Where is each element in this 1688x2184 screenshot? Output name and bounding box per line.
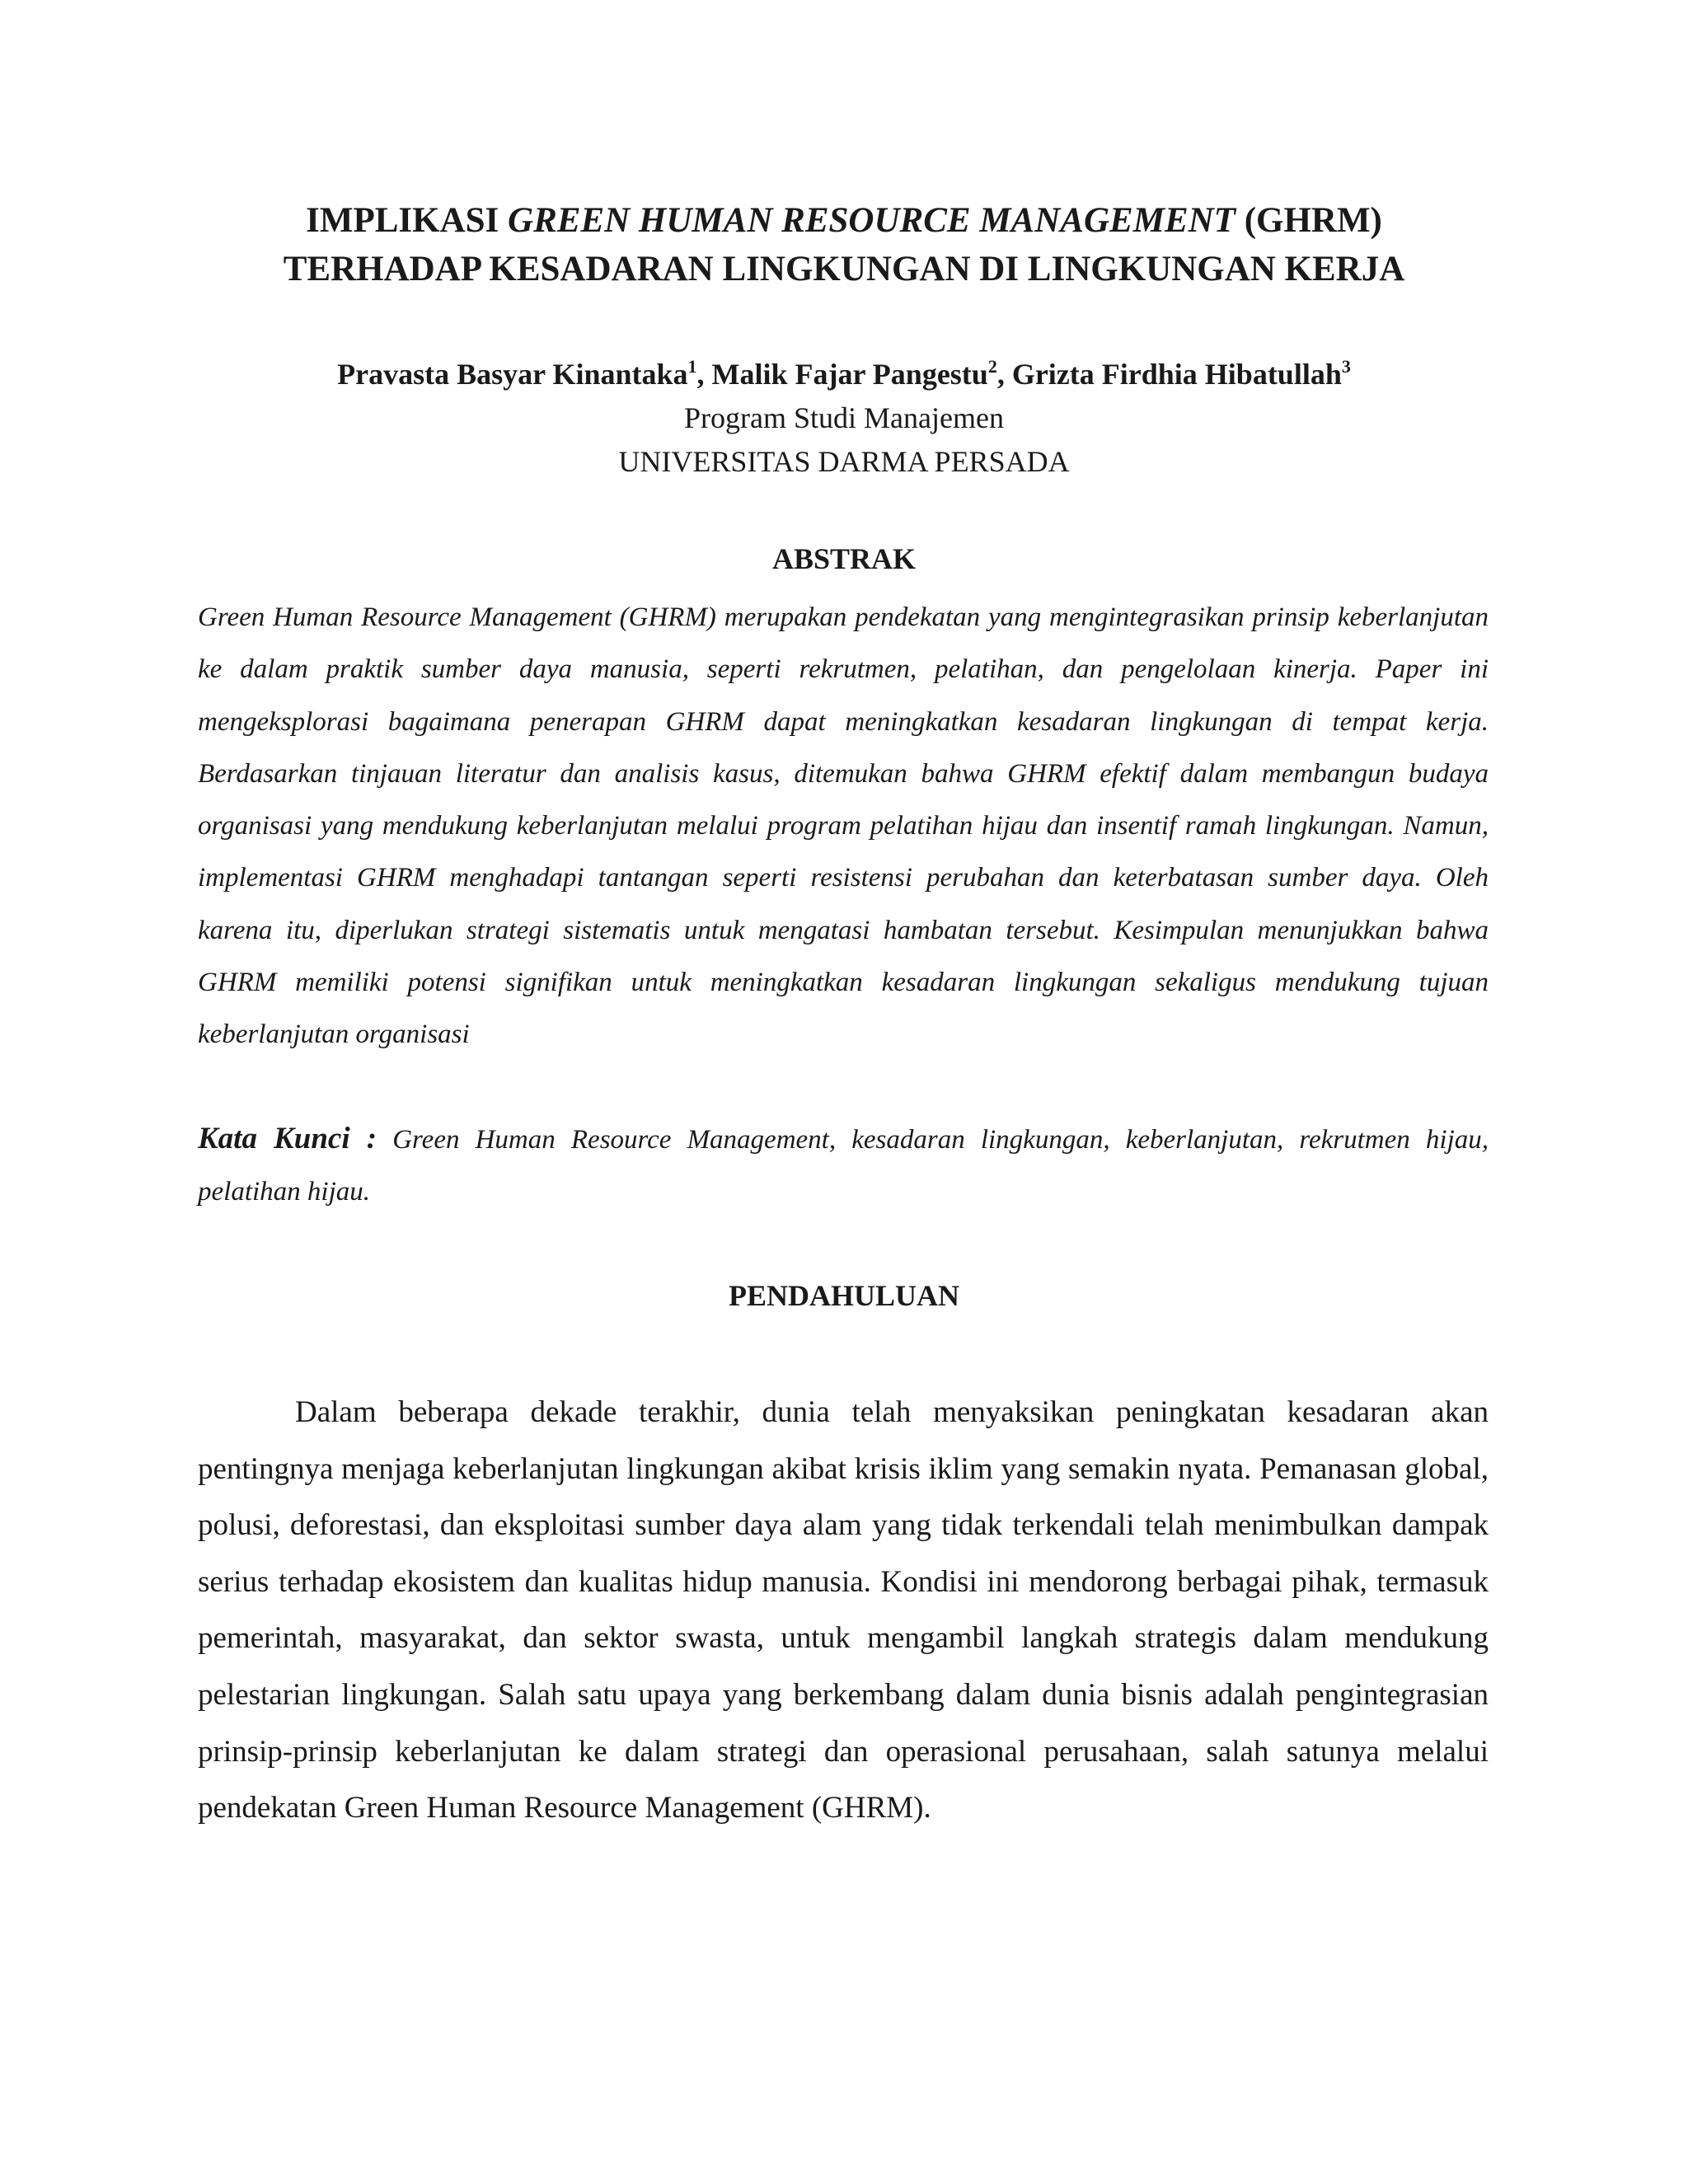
- keywords-label: Kata Kunci :: [198, 1122, 377, 1155]
- abstract-heading: ABSTRAK: [771, 542, 917, 575]
- author-affiliation-mark: 3: [1341, 356, 1351, 377]
- author-name: Malik Fajar Pangestu: [711, 358, 988, 391]
- author-separator: ,: [996, 358, 1012, 391]
- abstract-body: Green Human Resource Management (GHRM) merupakan pendekatan yang mengintegrasikan prinsip keberlanjutan ke dalam praktik sumber daya manusia, seperti rekrutmen, pelatihan, dan pengelolaan kinerja. Paper ini mengeksplorasi bagaimana penerapan GHRM dapat meningkatkan kesadaran lingkungan di tempat kerja. Berdasarkan tinjauan literatur dan analisis kasus, ditemukan bahwa GHRM efektif dalam membangun budaya organisasi yang mendukung keberlanjutan melalui program pelatihan hijau dan insentif ramah lingkungan. Namun, implementasi GHRM menghadapi tantangan seperti resistensi perubahan dan keterbatasan sumber daya. Oleh karena itu, diperlukan strategi sistematis untuk mengatasi hambatan tersebut. Kesimpulan menunjukkan bahwa GHRM memiliki potensi signifikan untuk meningkatkan kesadaran lingkungan sekaligus mendukung tujuan keberlanjutan organisasi: [198, 602, 1489, 1050]
- introduction-paragraph: Dalam beberapa dekade terakhir, dunia telah menyaksikan peningkatan kesadaran akan pentingnya menjaga keberlanjutan lingkungan akibat krisis iklim yang semakin nyata. Pemanasan global, polusi, deforestasi, dan eksploitasi sumber daya alam yang tidak terkendali telah menimbulkan dampak serius terhadap ekosistem dan kualitas hidup manusia. Kondisi ini mendorong berbagai pihak, termasuk pemerintah, masyarakat, dan sektor swasta, untuk mengambil langkah strategis dalam mendukung pelestarian lingkungan. Salah satu upaya yang berkembang dalam dunia bisnis adalah pengintegrasian prinsip-prinsip keberlanjutan ke dalam strategi dan operasional perusahaan, salah satunya melalui pendekatan Green Human Resource Management (GHRM).: [198, 1395, 1489, 1825]
- introduction-heading: PENDAHULUAN: [728, 1279, 959, 1312]
- keywords-text: Green Human Resource Management, kesadaran lingkungan, keberlanjutan, rekrutmen hijau, pelatihan hijau.: [198, 1125, 1489, 1207]
- author-list: [198, 353, 1490, 396]
- keywords: [198, 1113, 1489, 1218]
- affiliation-university: UNIVERSITAS DARMA PERSADA: [618, 445, 1070, 478]
- author-name: Pravasta Basyar Kinantaka: [337, 358, 688, 391]
- author-separator: ,: [696, 358, 712, 391]
- author-affiliation-mark: 2: [987, 356, 997, 377]
- title-italic-term: GREEN HUMAN RESOURCE MANAGEMENT: [508, 201, 1236, 240]
- title-prefix: IMPLIKASI: [306, 201, 509, 240]
- title-line-1: [198, 196, 1490, 245]
- title-suffix: (GHRM): [1235, 201, 1382, 240]
- paper-title: [198, 196, 1490, 293]
- author-affiliation-mark: 1: [687, 356, 697, 377]
- author-name: Grizta Firdhia Hibatullah: [1011, 358, 1342, 391]
- title-line-2: TERHADAP KESADARAN LINGKUNGAN DI LINGKUNGAN KERJA: [283, 250, 1405, 288]
- affiliation-program: Program Studi Manajemen: [684, 401, 1004, 434]
